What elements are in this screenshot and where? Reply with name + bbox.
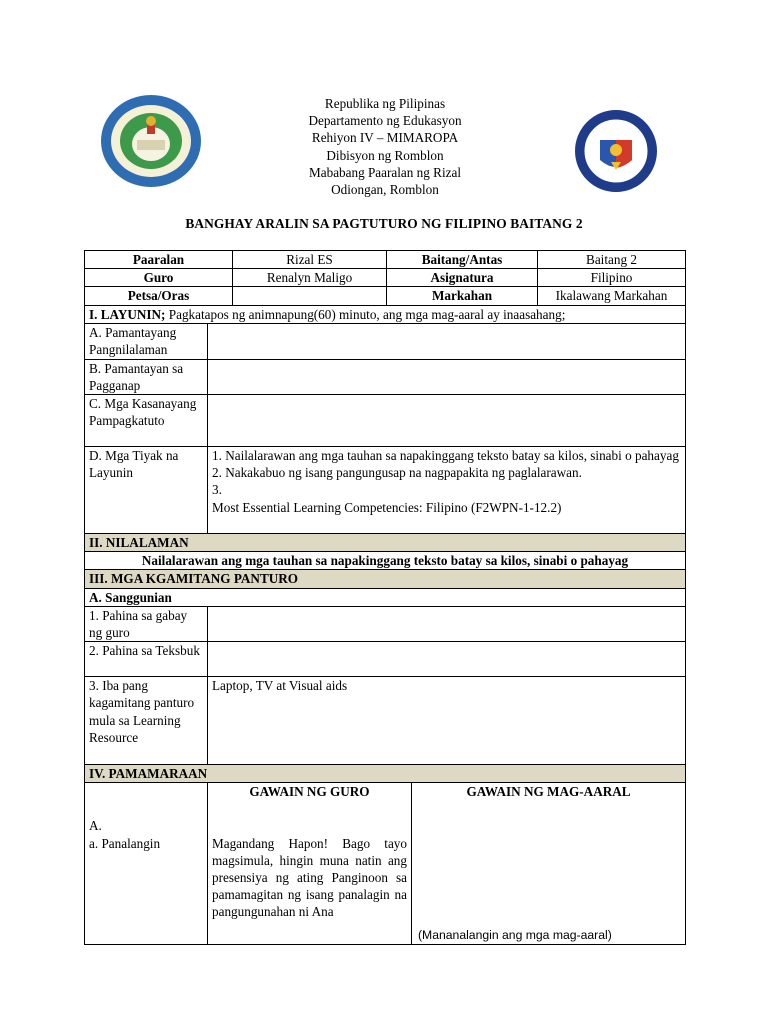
header-line: Dibisyon ng Romblon (326, 147, 444, 163)
header-line: Mababang Paaralan ng Rizal (309, 164, 461, 180)
gabay-ng-guro-value (208, 606, 686, 641)
sanggunian-heading: A. Sanggunian (85, 588, 686, 606)
gabay-ng-guro-label: 1. Pahina sa gabay ng guro (85, 606, 208, 641)
pamantayan-pagganap-label: B. Pamantayan sa Pagganap (85, 359, 208, 394)
guro-value: Renalyn Maligo (233, 269, 387, 287)
kasanayang-pampagkatuto-label: C. Mga Kasanayang Pampagkatuto (85, 395, 208, 447)
layunin-item-3: 3. (212, 482, 222, 498)
step-a-label: A. (89, 818, 102, 834)
petsa-label: Petsa/Oras (85, 287, 233, 305)
gawain-ng-mag-aaral-text: (Mananalangin ang mga mag-aaral) (418, 928, 612, 943)
gawain-ng-guro-text: Magandang Hapon! Bago tayo magsimula, hingin muna natin ang presensiya ng ating Panginoon sa pamamagitan ng isang panalagin na pangungunahan ni Ana (212, 835, 407, 920)
pamantayang-pangnilalaman-label: A. Pamantayang Pangnilalaman (85, 324, 208, 359)
layunin-heading (85, 306, 686, 324)
gawain-ng-guro-header: GAWAIN NG GURO (249, 784, 370, 800)
melc-line: Most Essential Learning Competencies: Filipino (F2WPN-1-12.2) (212, 499, 562, 515)
deped-seal-logo (575, 110, 657, 192)
document-header (260, 95, 510, 198)
asignatura-label: Asignatura (387, 269, 538, 287)
header-line: Republika ng Pilipinas (324, 96, 446, 111)
school-seal-logo (97, 92, 205, 191)
document-title: BANGHAY ARALIN SA PAGTUTURO NG FILIPINO BAITANG 2 (185, 216, 583, 231)
layunin-item-1: 1. Nailalarawan ang mga tauhan sa napakinggang teksto batay sa kilos, sinabi o pahayag (212, 448, 679, 464)
layunin-heading-rest: Pagkatapos ng animnapung(60) minuto, ang mga mag-aaral ay inaasahang; (165, 307, 566, 322)
paaralan-label: Paaralan (85, 251, 233, 269)
baitang-label: Baitang/Antas (387, 251, 538, 269)
pamamaraan-heading: IV. PAMAMARAAN (85, 765, 686, 783)
tiyak-na-layunin-label: D. Mga Tiyak na Layunin (85, 447, 208, 534)
gawain-ng-mag-aaral-header: GAWAIN NG MAG-AARAL (466, 784, 631, 800)
nilalaman-heading: II. NILALAMAN (85, 534, 686, 552)
header-line: Departamento ng Edukasyon (308, 113, 462, 129)
baitang-value: Baitang 2 (538, 251, 686, 269)
teksbuk-value (208, 642, 686, 677)
kagamitan-heading: III. MGA KGAMITANG PANTURO (85, 570, 686, 588)
gawain-ng-mag-aaral-cell (412, 783, 686, 945)
asignatura-value: Filipino (538, 269, 686, 287)
panalangin-label: a. Panalangin (89, 835, 161, 851)
iba-pang-kagamitan-value: Laptop, TV at Visual aids (208, 677, 686, 765)
markahan-value: Ikalawang Markahan (538, 287, 686, 305)
header-line: Odiongan, Romblon (331, 182, 439, 198)
kasanayang-pampagkatuto-value (208, 395, 686, 447)
tiyak-na-layunin-value (208, 447, 686, 534)
pamantayan-pagganap-value (208, 359, 686, 394)
layunin-item-2: 2. Nakakabuo ng isang pangungusap na nagpapakita ng paglalarawan. (212, 465, 582, 481)
nilalaman-text: Nailalarawan ang mga tauhan sa napakinggang teksto batay sa kilos, sinabi o pahayag (85, 552, 686, 570)
layunin-heading-bold: I. LAYUNIN; (89, 307, 166, 322)
lesson-plan-table (84, 305, 686, 945)
teksbuk-label: 2. Pahina sa Teksbuk (85, 642, 208, 677)
gawain-ng-guro-cell (208, 783, 412, 945)
markahan-label: Markahan (387, 287, 538, 305)
info-table (84, 250, 686, 306)
guro-label: Guro (85, 269, 233, 287)
header-line: Rehiyon IV – MIMAROPA (311, 130, 459, 146)
paaralan-value: Rizal ES (233, 251, 387, 269)
pamamaraan-step-cell (85, 783, 208, 945)
pamantayang-pangnilalaman-value (208, 324, 686, 359)
iba-pang-kagamitan-label: 3. Iba pang kagamitang panturo mula sa Learning Resource (85, 677, 208, 765)
petsa-value (233, 287, 387, 305)
